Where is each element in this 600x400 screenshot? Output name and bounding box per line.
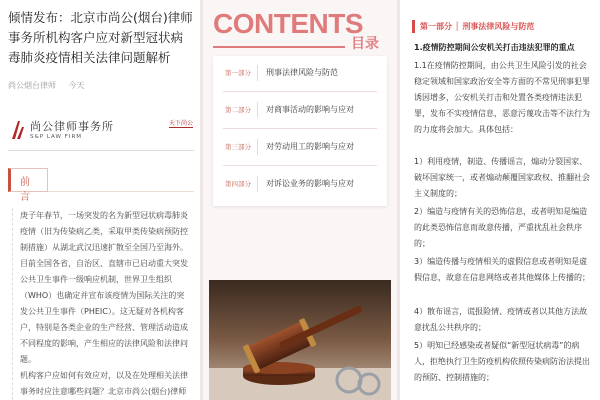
- divider: [257, 65, 258, 81]
- firm-slogan: 天下尚公: [169, 120, 194, 127]
- section-panel: [400, 0, 600, 400]
- article-panel: [0, 0, 200, 400]
- toc-title: 刑事法律风险与防范: [266, 68, 338, 77]
- toc-list: [213, 56, 387, 206]
- contents-title-cn: 目录: [351, 36, 379, 52]
- publish-time: 今天: [68, 81, 85, 90]
- divider: [8, 150, 194, 151]
- list-item: 3）编造传播与疫情相关的虚假信息或者明知是虚假信息，故意在信息网络或者其他媒体上传播的；: [414, 257, 590, 282]
- list-item: 2）编造与疫情有关的恐怖信息，或者明知是编造的此类恐怖信息而故意传播，严重扰乱社会秩序的；: [414, 207, 588, 248]
- toc-part-label: 第三部分: [225, 143, 251, 151]
- divider: [257, 102, 258, 118]
- divider: [223, 128, 377, 129]
- author-link[interactable]: 尚公烟台律师: [8, 81, 56, 90]
- toc-title: 对商事活动的影响与应对: [266, 105, 354, 114]
- gavel-photo: [209, 280, 391, 400]
- article-meta: [8, 80, 95, 91]
- divider: [223, 165, 377, 166]
- divider: [48, 191, 194, 192]
- divider: [223, 91, 377, 92]
- subheading: 1.疫情防控期间公安机关打击违法犯罪的重点: [414, 43, 575, 52]
- list-item: 5）明知已经感染或者疑似“新型冠状病毒”的病人，拒绝执行卫生防疫机构依照传染病防治法提出的预防、控制措施的；: [414, 341, 590, 382]
- toc-part-label: 第二部分: [225, 106, 251, 114]
- toc-item[interactable]: [213, 130, 387, 166]
- preface-label: 前 言: [20, 177, 33, 203]
- body-paragraph: 目前全国各省，自治区、直辖市已启动重大突发公共卫生事件一级响应机制，世界卫生组织（WHO）也确定并宣布该疫情为国际关注的突发公共卫生事件（PHEIC）。这无疑对各机构客户，特别是各类企业的生产经营、管理活动造成不同程度的影响，产生相应的法律风险和法律问题。: [20, 259, 188, 364]
- divider: [213, 46, 345, 48]
- toc-part-label: 第一部分: [225, 69, 251, 77]
- divider: [257, 139, 258, 155]
- firm-logo: [8, 117, 194, 147]
- list-item: 1）利用疫情，制造、传播谣言，煽动分裂国家、破坏国家统一，或者煽动颠覆国家政权、推翻社会主义制度的；: [414, 157, 590, 198]
- section-paragraph: 1.1在疫情防控期间，由公共卫生风险引发的社会稳定领域和国家政治安全等方面的不常见刑事犯罪诱因增多，公安机关打击和处置各类疫情违法犯罪，发布不实疫情信息，恶意污蔑攻击等不法行为的力度将会加大。具体包括：: [414, 61, 590, 134]
- toc-title: 对诉讼业务的影响与应对: [266, 179, 354, 188]
- toc-title: 对劳动用工的影响与应对: [266, 142, 354, 151]
- body-paragraph: 机构客户应如何有效应对，以及在处理相关法律事务时应注意哪些问题？北京市尚公(烟台)律师: [20, 371, 188, 396]
- article-headline: 倾情发布：北京市尚公(烟台)律师事务所机构客户应对新型冠状病毒肺炎疫情相关法律问题解析: [8, 10, 193, 65]
- toc-part-label: 第四部分: [225, 180, 251, 188]
- contents-panel: [203, 0, 397, 400]
- divider: [257, 176, 258, 192]
- firm-logo-icon: [10, 119, 26, 141]
- toc-item[interactable]: [213, 56, 387, 92]
- article-body: [12, 208, 192, 400]
- list-item: 4）散布谣言，谎报险情、疫情或者以其他方法故意扰乱公共秩序的；: [414, 307, 588, 332]
- toc-item[interactable]: [213, 93, 387, 129]
- preface-box: [8, 168, 48, 203]
- toc-item[interactable]: [213, 167, 387, 203]
- contents-title: CONTENTS: [213, 8, 363, 39]
- firm-name-cn: 尚公律师事务所: [30, 120, 114, 133]
- firm-name-en: S&P LAW FIRM: [30, 134, 83, 140]
- section-heading: 第一部分 │ 刑事法律风险与防范: [412, 20, 534, 33]
- body-paragraph: 庚子年春节，一场突发的名为新型冠状病毒肺炎疫情（旧为传染病乙类，采取甲类传染病预防控制措施）从湖北武汉迅速扩散至全国乃至海外。: [20, 211, 188, 252]
